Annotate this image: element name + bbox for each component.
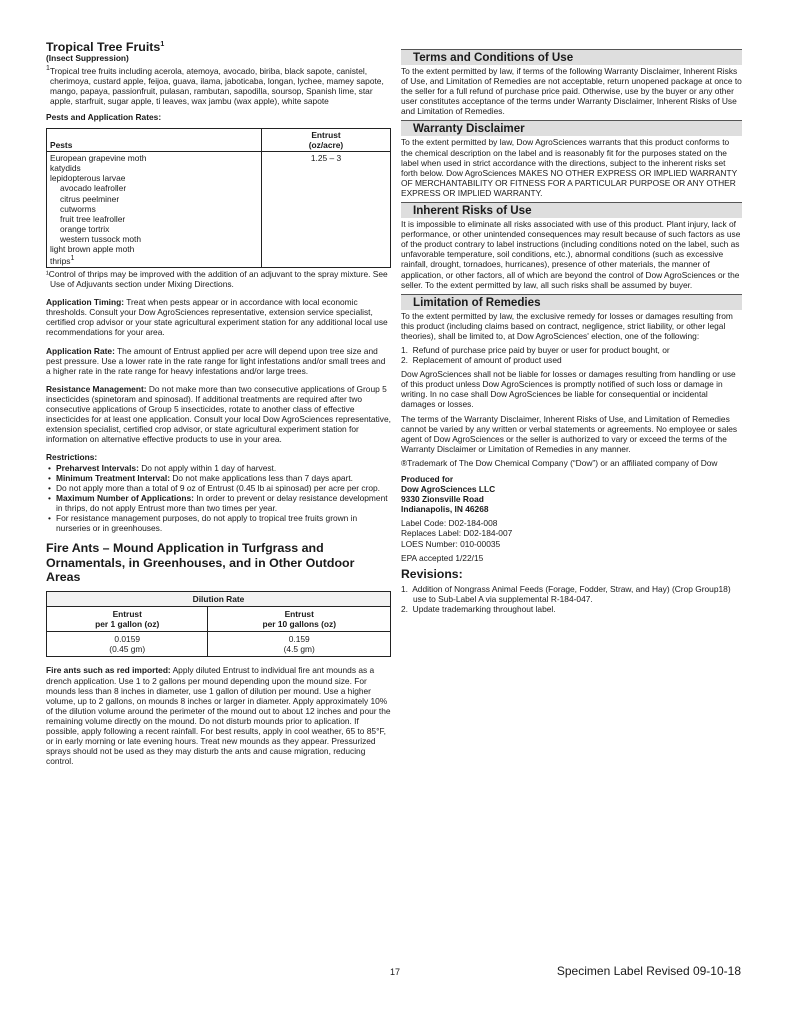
pest-item: western tussock moth: [60, 233, 141, 244]
risks-text: It is impossible to eliminate all risks associated with use of this product. Plant injury, lack of performance, or other unintended consequences may result because of such factors as use of the product contrary to label instructions (including conditions noted on the label, such as unfavorable temperature, soil conditions, etc.), abnormal conditions (such as excessive rainfall, drought, tornadoes, hurricanes), presence of other materials, the manner of application, or other factors, all of which are beyond the control of Dow AgroSciences or the seller. To the extent permitted by law, all such risks shall be assumed by buyer.: [401, 219, 741, 290]
pest-item: thrips: [50, 255, 71, 266]
fire-ants-title: Fire Ants – Mound Application in Turfgrass and Ornamentals, in Greenhouses, and in Other Outdoor Areas: [46, 541, 355, 585]
dilution-col1-header: Entrust per 1 gallon (oz): [47, 607, 208, 632]
revision-item: 1. Addition of Nongrass Animal Feeds (Forage, Fodder, Straw, and Hay) (Crop Group18) use to Sub-Label A via supplemental R-184-047.: [401, 583, 731, 604]
pest-item: orange tortrix: [60, 223, 110, 234]
label-codes: Label Code: D02-184-008 Replaces Label: D02-184-007 LOES Number: 010-00035: [401, 518, 513, 549]
revision-date: Specimen Label Revised 09-10-18: [556, 964, 741, 978]
warranty-heading: Warranty Disclaimer: [401, 120, 742, 136]
pests-heading: Pests and Application Rates:: [46, 111, 162, 122]
tropical-footnote: $^1$Tropical tree fruits including acerola, atemoya, avocado, biriba, black sapote, canistel, cherimoya, custard apple, feijoa, guava, ilama, jaboticaba, longan, lychee, mamey sapote, mango, papaya, passionfruit, pulasan, rambutan, sapodilla, soursop, Spanish lime, star apple, starfruit, sugar apple, ti leaves, wax jambu (wax apple), white sapote: [46, 64, 384, 106]
dilution-col2-value: 0.159 (4.5 gm): [208, 632, 391, 657]
pest-item: fruit tree leafroller: [60, 213, 126, 224]
revisions-list: [401, 584, 742, 614]
limitation-heading: Limitation of Remedies: [401, 294, 742, 310]
dilution-col1-value: 0.0159 (0.45 gm): [47, 632, 208, 657]
rate-column-header: Entrust (oz/acre): [262, 128, 391, 151]
application-rate: Application Rate: The amount of Entrust applied per acre will depend upon tree size and pest pressure. Use a lower rate in the rate range for light infestations and/or small trees and a higher rate in the rate range for heavy infestations and/or large trees.: [46, 345, 386, 376]
restrictions-list: [46, 463, 391, 534]
pest-item: avocado leafroller: [60, 183, 127, 194]
pest-item: lepidopterous larvae: [50, 173, 126, 184]
limitation-intro: To the extent permitted by law, the exclusive remedy for losses or damages resulting from this product (including claims based on contract, negligence, strict liability, or other legal theories), shall be limited to, at Dow AgroSciences' election, one of the following:: [401, 310, 733, 341]
tropical-subtitle: (Insect Suppression): [46, 53, 129, 64]
trademark-note: ®Trademark of The Dow Chemical Company (“Dow”) or an affiliated company of Dow: [401, 457, 718, 468]
revisions-heading: Revisions:: [401, 566, 463, 581]
risks-heading: Inherent Risks of Use: [401, 202, 742, 218]
terms-text: To the extent permitted by law, if terms of the following Warranty Disclaimer, Inherent Risks of Use, and Limitation of Remedies are not acceptable, return unopened package at once to the seller for a full refund of purchase price paid. Otherwise, use by the buyer or any other user constitutes acceptance of the terms under Warranty Disclaimer, Inherent Risks of Use and Limitation of Remedies.: [401, 66, 742, 117]
restriction-item: • Maximum Number of Applications: In order to prevent or delay resistance development in thrips, do not apply Entrust more than two times per year.: [46, 493, 391, 513]
restriction-item: • For resistance management purposes, do not apply to tropical tree fruits grown in nurseries or in greenhouses.: [46, 513, 391, 533]
pests-column-header: Pests: [47, 128, 262, 151]
limitation-list: [401, 345, 742, 365]
terms-heading: Terms and Conditions of Use: [401, 49, 742, 65]
dilution-col2-header: Entrust per 10 gallons (oz): [208, 607, 391, 632]
page-number: 17: [390, 967, 401, 977]
pest-item: European grapevine moth: [50, 153, 147, 164]
dilution-table: [46, 591, 391, 657]
restriction-item: • Minimum Treatment Interval: Do not make applications less than 7 days apart.: [46, 473, 391, 483]
rate-value: 1.25 – 3: [262, 152, 391, 268]
thrips-note: ¹Control of thrips may be improved with the addition of an adjuvant to the spray mixture. See Use of Adjuvants section under Mixing Directions.: [46, 269, 388, 290]
pest-item: katydids: [50, 163, 81, 174]
restriction-item: • Do not apply more than a total of 9 oz of Entrust (0.45 lb ai spinosad) per acre per crop.: [46, 483, 391, 493]
left-column: [46, 38, 391, 766]
resistance-management: Resistance Management: Do not make more than two consecutive applications of Group 5 insecticides (spinetoram and spinosad). If additional treatments are required after two consecutive applications of Group 5 insecticides, rotate to another class of effective insecticides for at least one application. Consult your local Dow AgroSciences representative, extension specialist, certified crop advisor, or state agricultural experiment station for information on alternative effective products to use in your area.: [46, 383, 391, 445]
dilution-header: Dilution Rate: [47, 591, 391, 606]
pests-table: [46, 128, 391, 268]
pest-item: citrus peelminer: [60, 193, 120, 204]
pest-item: cutworms: [60, 203, 96, 214]
restriction-item: • Preharvest Intervals: Do not apply within 1 day of harvest.: [46, 463, 391, 473]
revision-item: 2. Update trademarking throughout label.: [401, 603, 556, 614]
limitation-para3: The terms of the Warranty Disclaimer, Inherent Risks of Use, and Limitation of Remedies cannot be varied by any written or verbal statements or agreements. No employee or sales agent of Dow AgroSciences or the seller is authorized to vary or exceed the terms of the Warranty Disclaimer or Limitation of Remedies in any manner.: [401, 413, 738, 454]
restrictions-heading: Restrictions:: [46, 452, 98, 463]
limitation-para2: Dow AgroSciences shall not be liable for losses or damages resulting from handling or use of this product unless Dow AgroSciences is promptly notified of such loss or damage in writing. In no case shall Dow AgroSciences be liable for consequential or incidental damages or losses.: [401, 369, 736, 410]
tropical-title: Tropical Tree Fruits$^1$: [46, 40, 165, 55]
pests-list: European grapevine moth katydids lepidopterous larvae avocado leafroller citrus peelminer cutworms fruit tree leafroller orange tortrix western tussock moth light brown apple moth thrips$^1$: [47, 152, 262, 268]
application-timing: Application Timing: Treat when pests appear or in accordance with local economic thresholds. Consult your Dow AgroSciences representative, extension service specialist, certified crop advisor or your state agricultural experiment station for any additional local use recommendations for your area.: [46, 297, 388, 338]
warranty-text: To the extent permitted by law, Dow AgroSciences warrants that this product conforms to the chemical description on the label and is reasonably fit for the purposes stated on the label when used in strict accordance with the directions, subject to the inherent risks set forth below. Dow AgroSciences MAKES NO OTHER EXPRESS OR IMPLIED WARRANTY OF MERCHANTABILITY OR FITNESS FOR A PARTICULAR PURPOSE OR ANY OTHER EXPRESS OR IMPLIED WARRANTY.: [401, 137, 738, 198]
pest-item: light brown apple moth: [50, 244, 135, 255]
epa-accepted: EPA accepted 1/22/15: [401, 552, 484, 563]
limitation-item: 1. Refund of purchase price paid by buyer or user for product bought, or: [401, 344, 670, 355]
producer-block: Produced for Dow AgroSciences LLC 9330 Zionsville Road Indianapolis, IN 46268: [401, 474, 496, 515]
right-column: [401, 49, 742, 614]
fire-ants-directions: Fire ants such as red imported: Apply diluted Entrust to individual fire ant mounds as a drench application. Use 1 to 2 gallons per mound depending upon the mound size. For mounds less than 8 inches in diameter, use 1 gallon of dilution per mound. Use a higher volume, up to 2 gallons, on mounds 8 inches or larger in diameter. Apply approximately 10% of the dilution volume around the perimeter of the mound out to about 12 inches and pour the remaining volume directly on the mound. Do not disturb mounds prior to aplication. If possible, apply following a recent rainfall. For best results, apply in cool weather, 65 to 85°F, or in early morning or late evening hours. Treat new mounds as they appear. Pressurized sprays should not be used as they may disturb the ants and cause migration, reducing control.: [46, 665, 391, 767]
limitation-item: 2. Replacement of amount of product used: [401, 355, 562, 366]
